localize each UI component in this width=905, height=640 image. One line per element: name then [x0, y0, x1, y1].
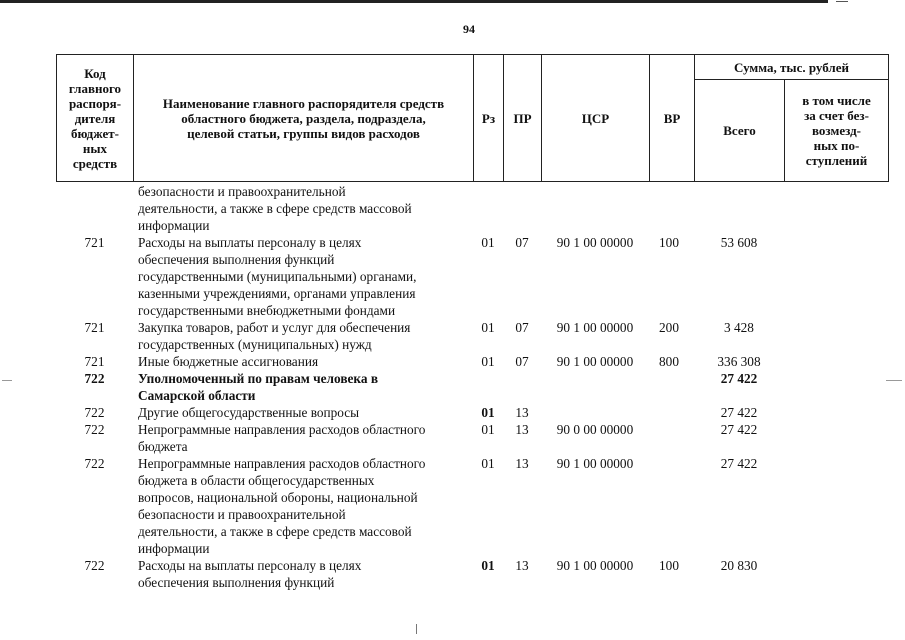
row-rz: 01: [481, 354, 495, 369]
row-name: [133, 370, 473, 404]
table-row: [56, 404, 888, 421]
header-free-line: ступлений: [805, 153, 868, 168]
row-name-line: Непрограммные направления расходов областного: [138, 422, 426, 437]
row-rz: 01: [481, 456, 495, 471]
header-total-cell: Всего: [695, 80, 785, 182]
table-row: [56, 421, 888, 455]
header-free-line: ных по-: [813, 138, 860, 153]
row-name-line: Другие общегосударственные вопросы: [138, 405, 360, 420]
row-name-line: Иные бюджетные ассигнования: [138, 354, 319, 369]
row-name-line: Расходы на выплаты персоналу в целях: [138, 235, 362, 250]
row-total: 3 428: [724, 320, 754, 335]
row-pr: 07: [515, 235, 529, 250]
row-total: 27 422: [720, 422, 758, 437]
row-vr: 800: [659, 354, 679, 369]
header-sum-cell: Сумма, тыс. рублей: [695, 55, 889, 80]
row-name: [133, 353, 473, 370]
row-name-line: государственных (муниципальных) нужд: [138, 337, 372, 352]
row-name-line: государственными (муниципальными) органами,: [138, 269, 417, 284]
row-name-line: деятельности, а также в сфере средств массовой: [138, 524, 412, 539]
row-csr: 90 1 00 00000: [556, 456, 634, 471]
row-code: 721: [84, 235, 105, 250]
row-csr: 90 1 00 00000: [556, 320, 634, 335]
row-name: [133, 404, 473, 421]
table-row: [56, 183, 888, 234]
row-vr: 100: [659, 235, 679, 250]
bottom-margin-tick: [416, 624, 417, 634]
row-total: 53 608: [720, 235, 758, 250]
table-row: [56, 353, 888, 370]
top-rule: [0, 0, 828, 3]
header-code-line: бюджет-: [70, 125, 119, 141]
header-code-line: Код: [84, 65, 106, 81]
row-name-line: информации: [138, 218, 210, 233]
row-name-line: Непрограммные направления расходов областного: [138, 456, 426, 471]
row-total: 336 308: [717, 354, 761, 369]
table-row: [56, 455, 888, 557]
header-pr-cell: ПР: [504, 55, 542, 182]
header-free-line: в том числе: [802, 93, 871, 108]
row-code: 722: [84, 422, 105, 437]
row-name-line: безопасности и правоохранительной: [138, 184, 346, 199]
page-number: 94: [463, 22, 475, 36]
row-name-line: Уполномоченный по правам человека в: [138, 371, 379, 386]
row-name-line: Расходы на выплаты персоналу в целях: [138, 558, 362, 573]
row-csr: 90 1 00 00000: [556, 558, 634, 573]
header-free-cell: [785, 80, 889, 182]
header-name-line: целевой статьи, группы видов расходов: [187, 125, 420, 141]
row-pr: 13: [515, 422, 529, 437]
header-rz-cell: Рз: [474, 55, 504, 182]
table-row: [56, 319, 888, 353]
row-rz: 01: [481, 235, 495, 250]
row-pr: 07: [515, 354, 529, 369]
header-name-line: областного бюджета, раздела, подраздела,: [181, 110, 426, 126]
row-name-line: информации: [138, 541, 210, 556]
row-name: [133, 557, 473, 591]
row-code: 722: [84, 371, 105, 386]
table-row: [56, 370, 888, 404]
row-name-line: бюджета: [138, 439, 188, 454]
row-name-line: деятельности, а также в сфере средств массовой: [138, 201, 412, 216]
row-pr: 07: [515, 320, 529, 335]
row-name-line: обеспечения выполнения функций: [138, 575, 335, 590]
row-csr: 90 1 00 00000: [556, 235, 634, 250]
row-vr: 200: [659, 320, 679, 335]
row-name: [133, 183, 473, 234]
header-csr-cell: ЦСР: [542, 55, 650, 182]
row-total: 20 830: [720, 558, 758, 573]
header-vr-cell: ВР: [650, 55, 695, 182]
top-dash-mark: [836, 1, 848, 2]
row-name-line: Закупка товаров, работ и услуг для обеспечения: [138, 320, 411, 335]
row-name: [133, 455, 473, 557]
header-code-line: главного: [68, 80, 122, 96]
row-pr: 13: [515, 456, 529, 471]
header-name-cell: [134, 55, 474, 182]
row-total: 27 422: [720, 371, 758, 386]
row-name-line: казенными учреждениями, органами управления: [138, 286, 416, 301]
row-rz: 01: [481, 320, 495, 335]
row-rz: 01: [481, 558, 495, 573]
row-name: [133, 319, 473, 353]
row-code: 721: [84, 320, 105, 335]
row-name-line: государственными внебюджетными фондами: [138, 303, 396, 318]
row-total: 27 422: [720, 405, 758, 420]
row-code: 721: [84, 354, 105, 369]
row-name-line: Самарской области: [138, 388, 256, 403]
header-code-cell: [57, 55, 134, 182]
row-csr: 90 1 00 00000: [556, 354, 634, 369]
row-code: 722: [84, 456, 105, 471]
row-total: 27 422: [720, 456, 758, 471]
table-body: [56, 183, 888, 591]
row-name: [133, 234, 473, 319]
row-name-line: безопасности и правоохранительной: [138, 507, 346, 522]
row-rz: 01: [481, 422, 495, 437]
row-code: 722: [84, 405, 105, 420]
row-pr: 13: [515, 558, 529, 573]
table-row: [56, 234, 888, 319]
table-row: [56, 557, 888, 591]
header-code-line: дителя: [74, 110, 116, 126]
row-pr: 13: [515, 405, 529, 420]
row-code: 722: [84, 558, 105, 573]
header-code-line: средств: [72, 155, 118, 171]
header-name-line: Наименование главного распорядителя средств: [162, 95, 445, 111]
row-name-line: вопросов, национальной обороны, национальной: [138, 490, 418, 505]
header-free-line: возмезд-: [812, 123, 861, 138]
header-code-line: распоря-: [68, 95, 122, 111]
right-margin-mark: [886, 380, 902, 381]
left-margin-mark: [2, 380, 12, 381]
row-name-line: обеспечения выполнения функций: [138, 252, 335, 267]
header-code-line: ных: [82, 140, 108, 156]
row-vr: 100: [659, 558, 679, 573]
table-header: [56, 54, 889, 182]
row-csr: 90 0 00 00000: [556, 422, 634, 437]
header-free-line: за счет без-: [804, 108, 869, 123]
row-name: [133, 421, 473, 455]
row-name-line: бюджета в области общегосударственных: [138, 473, 375, 488]
row-rz: 01: [481, 405, 495, 420]
